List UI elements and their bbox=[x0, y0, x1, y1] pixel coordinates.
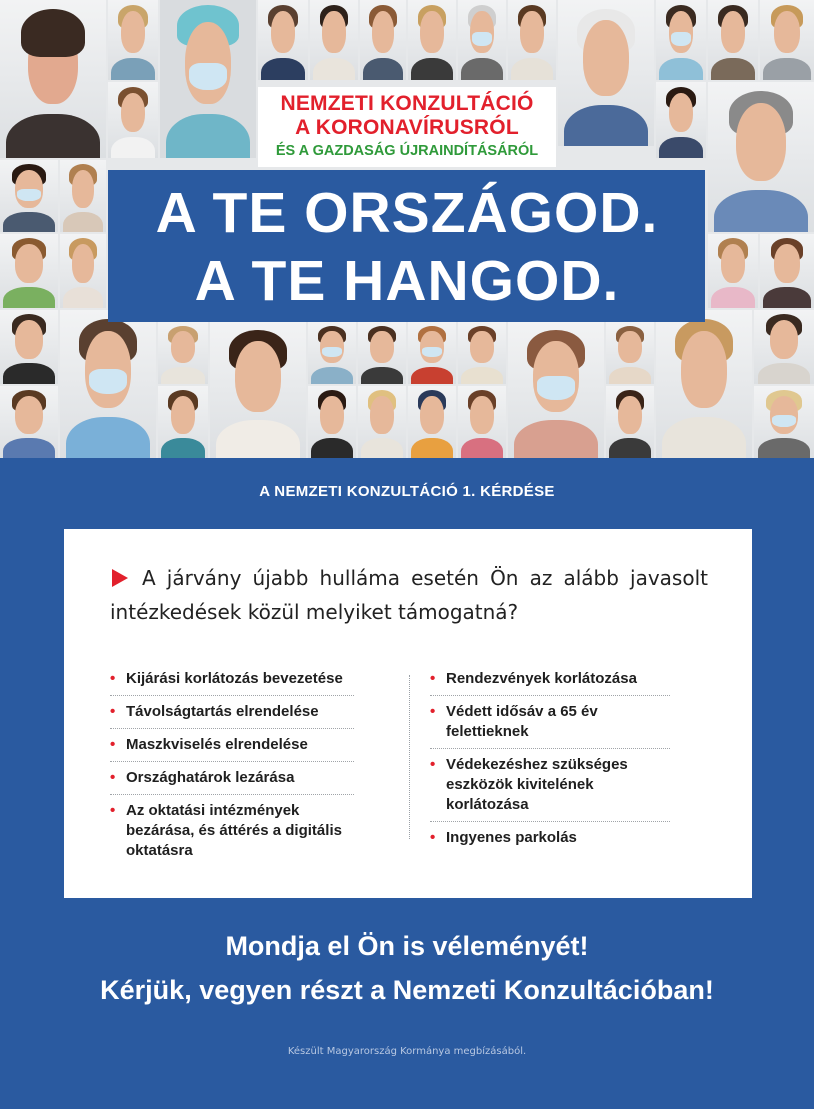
title-line-3: ÉS A GAZDASÁG ÚJRAINDÍTÁSÁRÓL bbox=[275, 143, 539, 159]
slogan-line-1: A TE ORSZÁGOD. bbox=[155, 181, 659, 245]
question-card bbox=[64, 529, 752, 898]
bullet-icon: • bbox=[110, 736, 116, 753]
portrait-photo bbox=[210, 322, 306, 458]
option-item bbox=[430, 669, 670, 696]
option-item bbox=[430, 828, 670, 854]
portrait-photo bbox=[360, 0, 406, 80]
option-label: Az oktatási intézmények bezárása, és áttérés a digitális oktatásra bbox=[126, 802, 342, 859]
bullet-icon: • bbox=[430, 670, 436, 687]
portrait-photo bbox=[108, 0, 158, 80]
bullet-icon: • bbox=[110, 802, 116, 819]
bullet-icon: • bbox=[430, 829, 436, 846]
portrait-photo bbox=[408, 386, 456, 458]
title-line-2: A KORONAVÍRUSRÓL bbox=[295, 116, 519, 139]
options-left-column bbox=[110, 669, 354, 873]
portrait-photo bbox=[310, 0, 358, 80]
portrait-photo bbox=[158, 386, 208, 458]
portrait-photo bbox=[708, 0, 758, 80]
option-label: Távolságtartás elrendelése bbox=[126, 703, 319, 720]
portrait-photo bbox=[0, 0, 106, 158]
portrait-photo bbox=[408, 322, 456, 384]
portrait-collage bbox=[0, 0, 814, 458]
option-label: Rendezvények korlátozása bbox=[446, 670, 637, 687]
play-arrow-icon bbox=[112, 569, 128, 587]
column-divider bbox=[409, 675, 410, 839]
portrait-photo bbox=[258, 0, 308, 80]
portrait-photo bbox=[158, 322, 208, 384]
portrait-photo bbox=[160, 0, 256, 158]
option-label: Kijárási korlátozás bevezetése bbox=[126, 670, 343, 687]
option-label: Országhatárok lezárása bbox=[126, 769, 295, 786]
portrait-photo bbox=[458, 0, 506, 80]
option-item bbox=[110, 702, 354, 729]
consultation-title-box bbox=[258, 87, 556, 167]
portrait-photo bbox=[508, 322, 604, 458]
portrait-photo bbox=[656, 82, 706, 158]
portrait-photo bbox=[408, 0, 456, 80]
portrait-photo bbox=[0, 386, 58, 458]
portrait-photo bbox=[458, 386, 506, 458]
question-text-block bbox=[110, 561, 708, 629]
option-item bbox=[110, 768, 354, 795]
portrait-photo bbox=[760, 0, 814, 80]
cta-line-1: Mondja el Ön is véleményét! bbox=[225, 931, 589, 961]
portrait-photo bbox=[656, 0, 706, 80]
option-item bbox=[110, 669, 354, 696]
question-text: A járvány újabb hulláma esetén Ön az alább javasolt intézkedések közül melyiket támogatná? bbox=[110, 566, 708, 624]
portrait-photo bbox=[60, 310, 156, 458]
portrait-photo bbox=[754, 386, 814, 458]
option-label: Maszkviselés elrendelése bbox=[126, 736, 308, 753]
bullet-icon: • bbox=[110, 769, 116, 786]
option-item bbox=[110, 735, 354, 762]
portrait-photo bbox=[754, 310, 814, 384]
portrait-photo bbox=[308, 322, 356, 384]
bullet-icon: • bbox=[110, 703, 116, 720]
portrait-photo bbox=[0, 310, 58, 384]
portrait-photo bbox=[358, 386, 406, 458]
option-label: Védekezéshez szükséges eszközök kivitelének korlátozása bbox=[446, 756, 628, 813]
bullet-icon: • bbox=[110, 670, 116, 687]
portrait-photo bbox=[458, 322, 506, 384]
option-item bbox=[430, 702, 670, 749]
question-heading: A NEMZETI KONZULTÁCIÓ 1. KÉRDÉSE bbox=[259, 483, 555, 500]
option-label: Ingyenes parkolás bbox=[446, 829, 577, 846]
options-right-column bbox=[430, 669, 670, 860]
title-line-1: NEMZETI KONZULTÁCIÓ bbox=[280, 92, 534, 115]
portrait-photo bbox=[656, 310, 752, 458]
bullet-icon: • bbox=[430, 703, 436, 720]
slogan-line-2: A TE HANGOD. bbox=[194, 249, 620, 313]
cta-line-2: Kérjük, vegyen részt a Nemzeti Konzultációban! bbox=[100, 975, 714, 1005]
footer-credit: Készült Magyarország Kormánya megbízásából. bbox=[287, 1046, 527, 1057]
portrait-photo bbox=[358, 322, 406, 384]
portrait-photo bbox=[108, 82, 158, 158]
option-label: Védett idősáv a 65 év felettieknek bbox=[446, 703, 598, 740]
portrait-photo bbox=[606, 322, 654, 384]
bullet-icon: • bbox=[430, 756, 436, 773]
option-item bbox=[430, 755, 670, 822]
portrait-photo bbox=[508, 0, 556, 80]
portrait-photo bbox=[606, 386, 654, 458]
portrait-photo bbox=[558, 0, 654, 146]
option-item bbox=[110, 801, 354, 867]
portrait-photo bbox=[308, 386, 356, 458]
